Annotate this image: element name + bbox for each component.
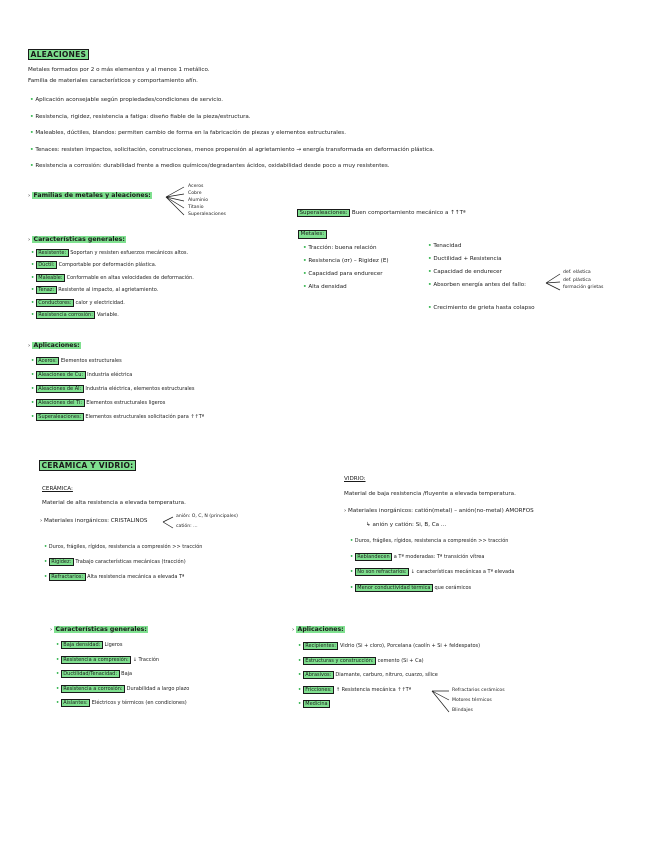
list-item: Titanio <box>188 205 204 210</box>
vidrio-label: VIDRIO: <box>344 476 366 482</box>
ceramica-intro: Material de alta resistencia a elevada temperatura. <box>42 500 186 506</box>
list-item: • Capacidad para endurecer <box>303 271 383 277</box>
list-item: • Abrasivos: Diamante, carburo, nitruro, cuarzo, sílice <box>298 672 438 678</box>
list-item: Motores térmicos <box>452 698 492 703</box>
list-item: • Crecimiento de grieta hasta colapso <box>428 305 535 311</box>
list-item: anión: O, C, N (principales) <box>176 514 238 519</box>
list-item: • Conductores: calor y electricidad. <box>31 299 125 306</box>
branch-icon <box>432 688 452 718</box>
list-item: • Resistente: Soportan y resisten esfuerzos mecánicos altos. <box>31 250 189 256</box>
aleaciones-intro-2: Familia de materiales característicos y comportamiento afín. <box>28 78 198 84</box>
list-item: Aluminio <box>188 198 209 203</box>
list-item: • Aleaciones de Al: Industria eléctrica, elementos estructurales <box>31 386 195 392</box>
list-item: • Reblandecen a Tª moderadas: Tª transición vítrea <box>350 553 485 560</box>
vidrio-inorg-2: ↳ anión y catión: Si, B, Ca ... <box>366 522 447 528</box>
list-item: catión: ... <box>176 524 198 529</box>
list-item: • Duros, frágiles, rígidos, resistencia a compresión >> tracción <box>350 538 509 544</box>
list-item: formación grietas <box>563 285 604 290</box>
list-item: • Recipientes: Vidrio (Si + cloro), Porcelana (caolín + Si + feldespatos) <box>298 643 481 649</box>
chevron-right-icon: › <box>344 508 347 514</box>
branch-icon <box>166 185 186 225</box>
aplicaciones-heading <box>28 342 81 350</box>
metales-left-list <box>303 245 389 297</box>
list-item: • No son refractarios: ↓ características mecánicas a Tª elevada <box>350 569 515 575</box>
list-item: def. plástica <box>563 277 591 283</box>
list-item: • Duros, frágiles, rígidos, resistencia a compresión >> tracción <box>44 544 203 550</box>
superaleaciones-label: Superaleaciones: <box>297 209 350 217</box>
list-item: • Capacidad de endurecer <box>428 269 502 275</box>
list-item: • Superaleaciones: Elementos estructurales solicitación para ↑↑Tª <box>31 414 205 420</box>
list-item: • Ductilidad/Tenacidad: Baja <box>56 671 133 677</box>
chevron-right-icon: › <box>50 627 53 633</box>
ceramica-aplicaciones-title: Aplicaciones: <box>297 626 344 633</box>
list-item: • Refractarios: Alta resistencia mecánica a elevada Tª <box>44 574 185 580</box>
aplicaciones-title: Aplicaciones: <box>33 342 80 349</box>
vidrio-inorg: › Materiales inorgánicos: catión(metal) – anión(no-metal) AMORFOS <box>344 508 534 514</box>
list-item: • Aplicación aconsejable según propiedades/condiciones de servicio. <box>30 97 223 103</box>
list-item: • Alta densidad <box>303 284 347 290</box>
chevron-right-icon: › <box>28 237 31 243</box>
corner-arrow-icon: ↳ <box>366 522 371 528</box>
caracteristicas-heading <box>28 236 126 244</box>
list-item: • Resistencia a corrosión: Durabilidad a largo plazo <box>56 685 190 692</box>
ceramica-caracteristicas-heading <box>50 626 148 634</box>
list-item: • Ductilidad + Resistencia <box>428 256 502 262</box>
list-item: def. elástica <box>563 270 591 275</box>
aplicaciones-list <box>31 358 204 428</box>
friccion-branches <box>452 688 505 718</box>
list-item: Superaleaciones <box>188 212 226 217</box>
list-item: Refractarios cerámicos <box>452 688 505 693</box>
list-item: • Aceros: Elementos estructurales <box>31 358 122 364</box>
caracteristicas-list <box>31 250 194 324</box>
list-item: • Tenaz: Resistente al impacto, al agrietamiento. <box>31 287 159 294</box>
list-item: • Maleable: Conformable en altas velocidades de deformación. <box>31 274 194 281</box>
list-item: • Resistencia (σr) – Rigidez (E) <box>303 258 389 264</box>
familias-heading <box>28 192 152 200</box>
list-item: Blindajes <box>452 708 473 713</box>
chevron-right-icon: › <box>40 518 43 524</box>
list-item: • Aleaciones de Cu: Industria eléctrica <box>31 372 133 378</box>
list-item: • Resistencia, rigidez, resistencia a fatiga: diseño fiable de la pieza/estructura. <box>30 113 251 120</box>
vidrio-intro: Material de baja resistencia /fluyente a elevada temperatura. <box>344 491 516 497</box>
branch-icon <box>546 271 562 301</box>
metales-right-list <box>428 243 535 318</box>
ceramica-caracteristicas-list <box>56 642 189 715</box>
list-item: • Aleaciones del Ti: Elementos estructurales ligeros <box>31 400 166 406</box>
list-item: • Resistencia a compresión: ↓ Tracción <box>56 656 160 663</box>
caracteristicas-title: Características generales: <box>33 236 125 243</box>
list-item: • Medicina <box>298 701 480 716</box>
list-item: • Baja densidad: Ligeros <box>56 642 123 648</box>
list-item: • Aislantes: Eléctricos y térmicos (en condiciones) <box>56 700 187 706</box>
branch-icon <box>163 515 175 533</box>
list-item: Aceros <box>188 184 204 189</box>
list-item: • Menor conductividad térmica que cerámicos <box>350 584 472 591</box>
ceramica-inorg: › Materiales inorgánicos: CRISTALINOS <box>40 518 148 524</box>
ceramica-inorg-branches <box>176 514 238 534</box>
metales-label: Metales: <box>298 230 327 239</box>
aleaciones-intro-1: Metales formados por 2 o más elementos y al menos 1 metálico. <box>28 67 210 73</box>
list-item: • Rigidez: Trabajo características mecánicas (tracción) <box>44 559 186 565</box>
list-item: • Dúctil: Comportable por deformación plástica. <box>31 262 157 269</box>
list-item: Cobre <box>188 191 202 196</box>
ceramica-title: CERÁMICA Y VIDRIO: <box>39 460 136 471</box>
familias-list <box>188 184 226 219</box>
list-item: • Resistencia a corrosión: durabilidad frente a medios químicos/degradantes ácidos, oxidabilidad desde poco a muy resistentes. <box>30 163 390 169</box>
fallo-list <box>563 270 603 293</box>
list-item: • Tenacidad <box>428 243 462 249</box>
chevron-right-icon: › <box>28 343 31 349</box>
chevron-right-icon: › <box>28 193 31 199</box>
vidrio-bullets <box>350 538 514 600</box>
familias-label: Familias de metales y aleaciones: <box>33 192 151 199</box>
list-item: • Tenaces: resisten impactos, solicitación, construcciones, menos propensión al agrietamiento → energía transformada en deformación plástica. <box>30 146 435 153</box>
aleaciones-title: ALEACIONES <box>28 49 89 60</box>
superaleaciones-row <box>297 210 466 217</box>
ceramica-bullets <box>44 544 202 589</box>
list-item: • Absorben energía antes del fallo: <box>428 282 527 288</box>
list-item: • Tracción: buena relación <box>303 245 377 251</box>
ceramica-caracteristicas-title: Características generales: <box>55 626 147 633</box>
chevron-right-icon: › <box>292 627 295 633</box>
ceramica-label: CERÁMICA: <box>42 486 73 492</box>
list-item: • Resistencia corrosión: Variable. <box>31 311 119 318</box>
superaleaciones-text: Buen comportamiento mecánico a ↑↑Tª <box>351 210 466 216</box>
list-item: • Maleables, dúctiles, blandos: permiten cambio de forma en la fabricación de piezas y elementos estructurales. <box>30 130 346 136</box>
aleaciones-bullets <box>30 97 630 180</box>
list-item: • Fricciones: ↑ Resistencia mecánica ↑↑Tª <box>298 686 412 693</box>
ceramica-aplicaciones-heading <box>292 626 345 634</box>
list-item: • Estructuras y construcción: cemento (Si + Ca) <box>298 657 424 664</box>
